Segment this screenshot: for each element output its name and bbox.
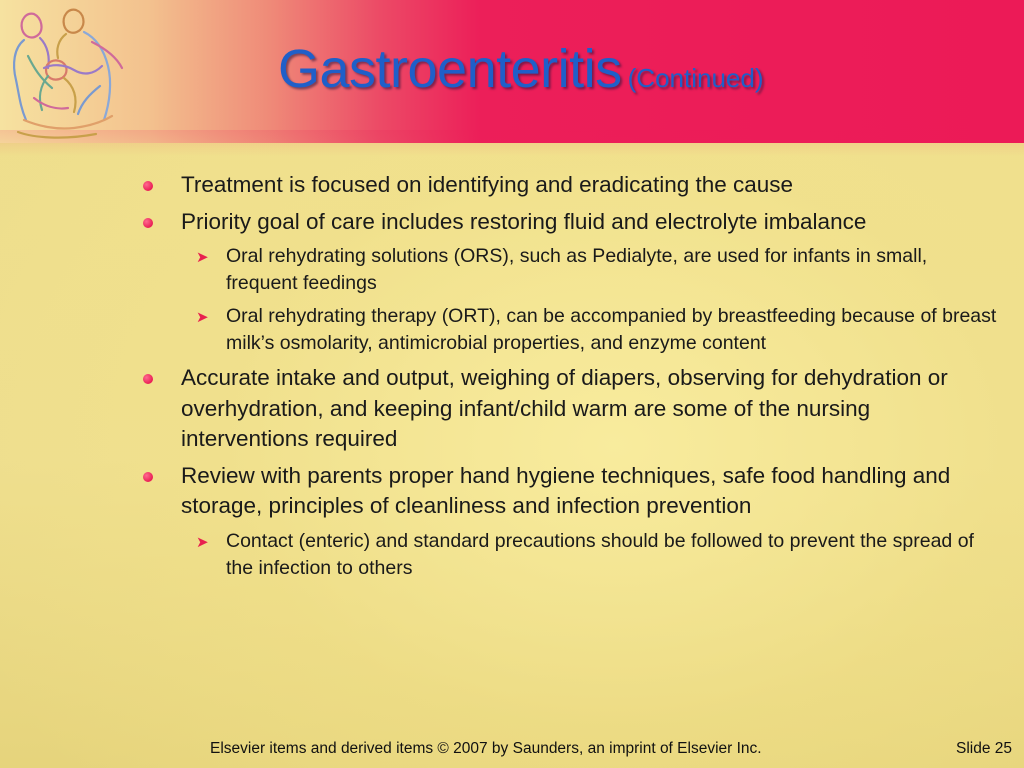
title-subtitle: (Continued) [627, 63, 764, 93]
round-bullet-icon [143, 218, 153, 228]
footer-copyright: Elsevier items and derived items © 2007 by Saunders, an imprint of Elsevier Inc. [210, 740, 762, 757]
round-bullet-icon [143, 374, 153, 384]
bullet-item [140, 207, 1000, 238]
round-bullet-icon [143, 472, 153, 482]
bullet-item [140, 170, 1000, 201]
sub-bullet-text: Oral rehydrating therapy (ORT), can be accompanied by breastfeeding because of breast milk’s osmolarity, antimicrobial properties, and enzyme content [226, 305, 997, 354]
bullet-text: Review with parents proper hand hygiene techniques, safe food handling and storage, principles of cleanliness and infection prevention [181, 462, 951, 518]
bullet-text: Accurate intake and output, weighing of diapers, observing for dehydration or overhydration, and keeping infant/child warm are some of the nursing interventions required [181, 365, 948, 451]
bullet-text: Priority goal of care includes restoring fluid and electrolyte imbalance [181, 208, 867, 234]
title-main: Gastroenteritis [278, 39, 622, 99]
family-logo-icon [4, 2, 132, 144]
bullet-item [140, 461, 1000, 522]
bullet-item [140, 363, 1000, 455]
sub-bullet-item [140, 243, 1000, 297]
arrow-bullet-icon: ➤ [196, 249, 209, 266]
bullet-list [140, 170, 1000, 588]
slide-number: Slide 25 [955, 740, 1012, 757]
arrow-bullet-icon: ➤ [196, 533, 209, 551]
header-shadow [0, 130, 1024, 156]
sub-bullet-item [140, 528, 1000, 582]
arrow-bullet-icon: ➤ [196, 309, 209, 326]
bullet-text: Treatment is focused on identifying and eradicating the cause [181, 172, 794, 197]
slide-title [278, 38, 764, 100]
sub-bullet-text: Oral rehydrating solutions (ORS), such as Pedialyte, are used for infants in small, frequent feedings [226, 245, 928, 294]
sub-bullet-text: Contact (enteric) and standard precautions should be followed to prevent the spread of the infection to others [226, 529, 974, 579]
sub-bullet-item [140, 303, 1000, 357]
round-bullet-icon [143, 181, 153, 191]
